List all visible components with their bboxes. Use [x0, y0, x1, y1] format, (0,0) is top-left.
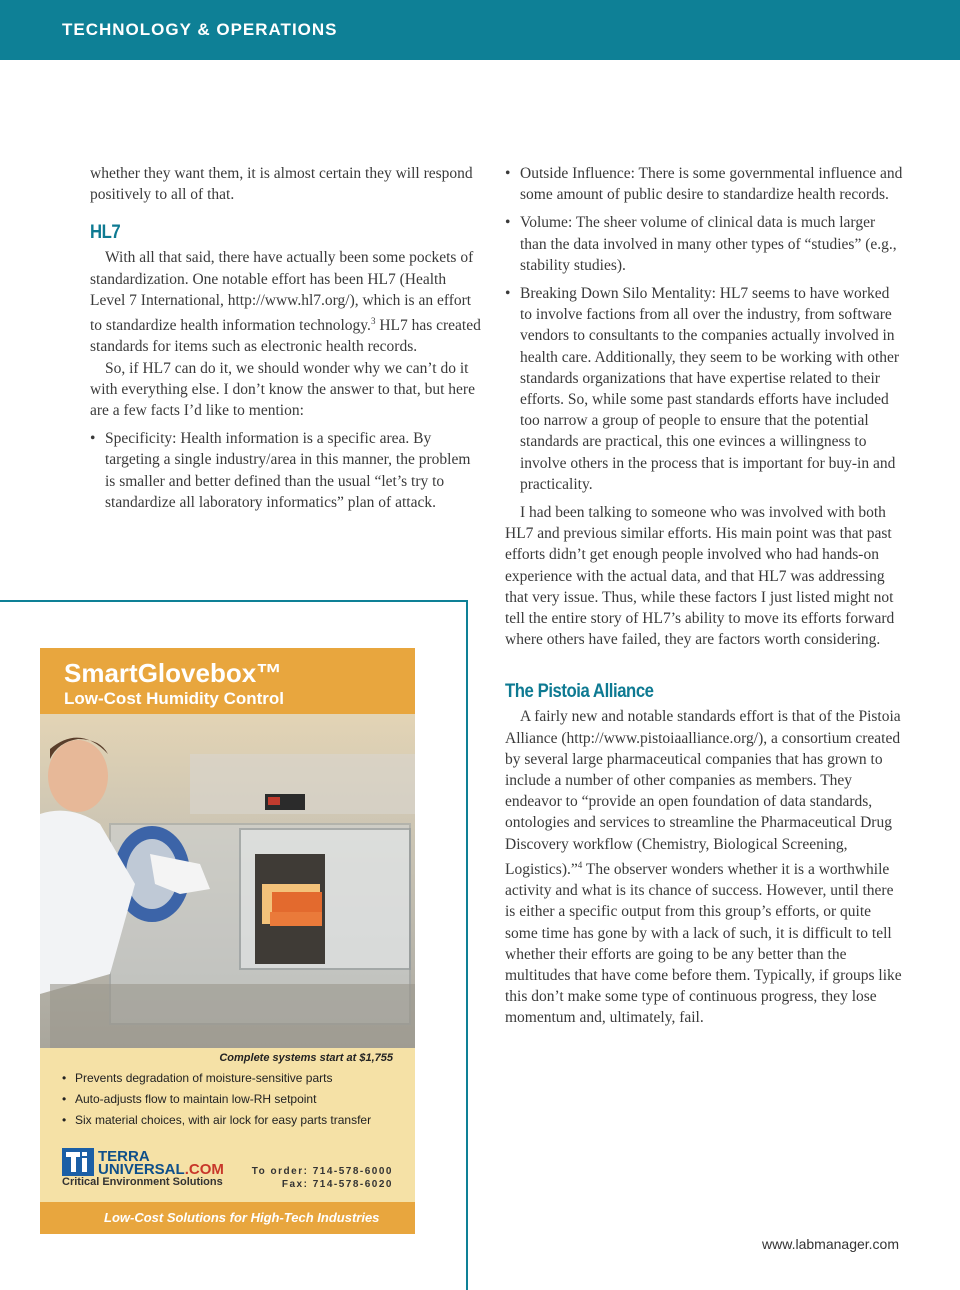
terra-logo-icon: [62, 1148, 94, 1176]
footer-url[interactable]: www.labmanager.com: [762, 1236, 899, 1252]
hl7-paragraph-2: So, if HL7 can do it, we should wonder why we can’t do it with everything else. I don’t know the answer to that, but here are a few facts I’d like to mention:: [90, 359, 475, 419]
left-column: [90, 163, 482, 520]
terra-universal-logo[interactable]: [62, 1148, 242, 1190]
list-item: • Volume: The sheer volume of clinical data is much larger than the data involved in many other types of “studies” (e.g., stability studies).: [505, 212, 903, 276]
intro-paragraph: whether they want them, it is almost certain they will respond positively to all of that.: [90, 165, 473, 204]
ad-title: SmartGlovebox™: [64, 658, 283, 688]
order-phone: To order: 714-578-6000: [251, 1166, 393, 1177]
list-item: • Prevents degradation of moisture-sensitive parts: [62, 1071, 371, 1085]
ad-features-list: [62, 1071, 371, 1134]
logo-text-terra: TERRA: [98, 1148, 150, 1165]
ad-contact: [252, 1165, 393, 1191]
advertisement[interactable]: [40, 648, 415, 1234]
hl7-paragraph-1: With all that said, there have actually been some pockets of standardization. One notable effort has been HL7 (Health Level 7 International, http://www.hl7.org/), which is an effort to standardize health information technology.$^3$ HL7 has created standards for items such as electronic health records.: [90, 249, 481, 356]
talking-paragraph: I had been talking to someone who was involved with both HL7 and previous similar efforts. His main point was that past efforts didn’t get enough people involved who had hands-on experience with the actual data, and that HL7 was addressing that very issue. Thus, while these factors I just listed might not tell the entire story of HL7’s ability to move its efforts forward where others have failed, they are factors worth considering.: [505, 504, 895, 649]
right-column: [505, 163, 903, 1029]
glovebox-photo: [40, 714, 415, 1048]
list-item: • Specificity: Health information is a specific area. By targeting a single industry/area in this manner, the problem is smaller and better defined than the usual “let’s try to standardize all laboratory informatics” plan of attack.: [90, 428, 482, 513]
section-header-bar: [0, 0, 960, 60]
list-item: • Outside Influence: There is some governmental influence and some amount of public desire to standardize health records.: [505, 163, 903, 205]
list-item: • Breaking Down Silo Mentality: HL7 seems to have worked to involve factions from all over the industry, from software vendors to consultants to the companies actually involved in health care. Additionally, they seem to be working with other standards organizations that have expertise related to their efforts. So, while some past standards efforts have included too narrow a group of people to ensure that the potential standards are practical, this one evinces a willingness to involve others in the process that is important for buy-in and practicality.: [505, 283, 903, 495]
logo-tagline: Critical Environment Solutions: [62, 1176, 223, 1188]
logo-text-universal: UNIVERSAL.COM: [98, 1161, 224, 1178]
fax-number: Fax: 714-578-6020: [281, 1179, 393, 1190]
ad-subtitle: Low-Cost Humidity Control: [64, 689, 285, 708]
ad-footer-text: Low-Cost Solutions for High-Tech Industries: [104, 1210, 380, 1225]
ad-footer-banner: [40, 1202, 415, 1234]
list-item: • Six material choices, with air lock for easy parts transfer: [62, 1113, 371, 1127]
ad-price: Complete systems start at $1,755: [219, 1052, 393, 1064]
facts-list: [90, 428, 482, 513]
pistoia-heading: The Pistoia Alliance: [505, 681, 654, 703]
facts-list-continued: [505, 163, 903, 495]
section-title: TECHNOLOGY & OPERATIONS: [62, 20, 338, 39]
hl7-heading: HL7: [90, 222, 121, 244]
pistoia-paragraph: A fairly new and notable standards effort is that of the Pistoia Alliance (http://www.pistoiaalliance.org/), a consortium created by several large pharmaceutical companies that has grown to include a number of other companies as members. They endeavor to “provide an open foundation of data standards, ontologies and services to streamline the Pharmaceutical Drug Discovery workflow (Chemistry, Biological Screening, Logistics).”$^4$ The observer wonders whether it is a worthwhile activity and what is its chance of success. However, until there is either a specific output from this group’s efforts, or quite some time has gone by with a lack of such, it is difficult to tell whether their efforts are going to be any better than the multitudes that have come before them. Typically, if groups like this don’t make some type of continuous progress, they lose momentum and, ultimately, fail.: [505, 708, 902, 1027]
list-item: • Auto-adjusts flow to maintain low-RH setpoint: [62, 1092, 371, 1106]
